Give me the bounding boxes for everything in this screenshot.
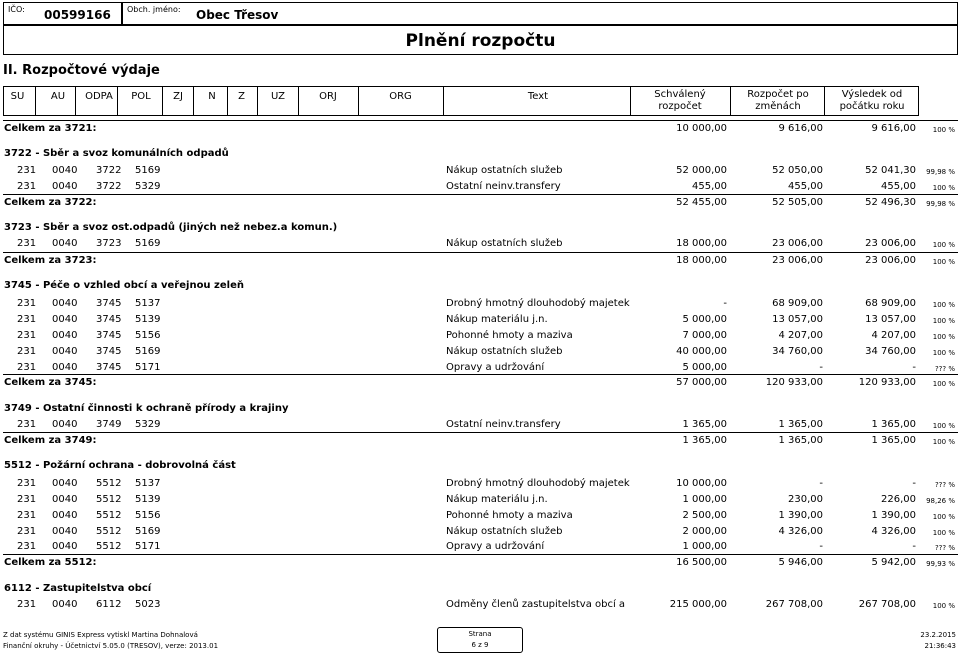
- cell-pol: 5169: [135, 346, 161, 357]
- cell-schvaleny: 2 000,00: [682, 526, 727, 537]
- cell-pol: 5023: [135, 599, 161, 610]
- cell-vysledek: 226,00: [881, 494, 916, 505]
- group-heading: 3723 - Sběr a svoz ost.odpadů (jiných než nebez.a komun.): [4, 222, 338, 233]
- cell-pol: 5171: [135, 541, 161, 552]
- column-separator: [193, 86, 194, 116]
- cell-vysledek: 5 942,00: [871, 557, 916, 568]
- cell-procento: 100 %: [932, 529, 955, 537]
- page-value: 6 z 9: [471, 641, 489, 649]
- column-header-rozpocet-line2: změnách: [755, 101, 801, 112]
- cell-pol: 5137: [135, 478, 161, 489]
- name-box: [122, 2, 958, 25]
- cell-schvaleny: 7 000,00: [682, 330, 727, 341]
- cell-odpa: 3745: [96, 346, 122, 357]
- total-label: Celkem za 5512:: [4, 557, 97, 568]
- cell-au: 0040: [52, 419, 78, 430]
- cell-pol: 5139: [135, 314, 161, 325]
- cell-vysledek: 1 365,00: [871, 435, 916, 446]
- cell-rozpocet: -: [819, 362, 823, 373]
- cell-rozpocet: 23 006,00: [772, 238, 823, 249]
- cell-vysledek: 23 006,00: [865, 238, 916, 249]
- cell-rozpocet: 1 390,00: [778, 510, 823, 521]
- cell-au: 0040: [52, 526, 78, 537]
- column-header-rozpocet-line1: Rozpočet po: [747, 89, 809, 100]
- cell-procento: 100 %: [932, 438, 955, 446]
- cell-rozpocet: 5 946,00: [778, 557, 823, 568]
- cell-pol: 5169: [135, 238, 161, 249]
- cell-rozpocet: -: [819, 478, 823, 489]
- cell-pol: 5169: [135, 526, 161, 537]
- cell-odpa: 5512: [96, 526, 122, 537]
- cell-vysledek: -: [912, 362, 916, 373]
- cell-procento: 100 %: [932, 241, 955, 249]
- name-label: Obch. jméno:: [127, 5, 181, 14]
- cell-text: Opravy a udržování: [446, 541, 545, 552]
- column-separator: [298, 86, 299, 116]
- cell-au: 0040: [52, 478, 78, 489]
- cell-pol: 5139: [135, 494, 161, 505]
- total-label: Celkem za 3721:: [4, 123, 97, 134]
- cell-vysledek: 455,00: [881, 181, 916, 192]
- cell-schvaleny: 10 000,00: [676, 123, 727, 134]
- column-header-vysledek-line1: Výsledek od: [841, 89, 903, 100]
- column-separator: [75, 86, 76, 116]
- cell-procento: 100 %: [932, 513, 955, 521]
- cell-schvaleny: 52 000,00: [676, 165, 727, 176]
- cell-odpa: 3745: [96, 314, 122, 325]
- column-header-schvaleny-line2: rozpočet: [658, 101, 702, 112]
- cell-vysledek: 34 760,00: [865, 346, 916, 357]
- column-separator: [358, 86, 359, 116]
- ico-label: IČO:: [8, 5, 25, 14]
- cell-vysledek: 52 496,30: [865, 197, 916, 208]
- cell-pol: 5171: [135, 362, 161, 373]
- cell-schvaleny: 2 500,00: [682, 510, 727, 521]
- total-separator: [3, 252, 958, 253]
- column-header-uz: UZ: [271, 91, 285, 102]
- column-header-text: Text: [527, 91, 549, 102]
- cell-su: 231: [17, 510, 37, 521]
- cell-odpa: 5512: [96, 494, 122, 505]
- column-separator: [117, 86, 118, 116]
- cell-schvaleny: 18 000,00: [676, 255, 727, 266]
- total-label: Celkem za 3722:: [4, 197, 97, 208]
- cell-su: 231: [17, 165, 37, 176]
- cell-text: Nákup ostatních služeb: [446, 526, 563, 537]
- cell-text: Ostatní neinv.transfery: [446, 419, 561, 430]
- ico-value: 00599166: [44, 8, 111, 22]
- cell-procento: 98,26 %: [926, 497, 955, 505]
- cell-su: 231: [17, 599, 37, 610]
- cell-procento: 100 %: [932, 380, 955, 388]
- column-separator: [918, 86, 919, 116]
- group-heading: 3722 - Sběr a svoz komunálních odpadů: [4, 148, 229, 159]
- cell-su: 231: [17, 541, 37, 552]
- cell-text: Nákup ostatních služeb: [446, 165, 563, 176]
- cell-vysledek: 52 041,30: [865, 165, 916, 176]
- group-heading: 3749 - Ostatní činnosti k ochraně přírody a krajiny: [4, 403, 289, 414]
- cell-vysledek: 9 616,00: [871, 123, 916, 134]
- cell-rozpocet: 52 505,00: [772, 197, 823, 208]
- cell-procento: 100 %: [932, 126, 955, 134]
- cell-text: Drobný hmotný dlouhodobý majetek: [446, 478, 630, 489]
- cell-rozpocet: 4 326,00: [778, 526, 823, 537]
- cell-su: 231: [17, 298, 37, 309]
- cell-vysledek: 23 006,00: [865, 255, 916, 266]
- cell-vysledek: 4 207,00: [871, 330, 916, 341]
- cell-su: 231: [17, 494, 37, 505]
- section-title: II. Rozpočtové výdaje: [3, 63, 160, 78]
- column-header-n: N: [208, 91, 216, 102]
- column-header-z: Z: [238, 91, 245, 102]
- cell-text: Drobný hmotný dlouhodobý majetek: [446, 298, 630, 309]
- group-heading: 5512 - Požární ochrana - dobrovolná část: [4, 460, 236, 471]
- column-separator: [824, 86, 825, 116]
- cell-vysledek: -: [912, 478, 916, 489]
- cell-text: Nákup materiálu j.n.: [446, 494, 548, 505]
- cell-text: Odměny členů zastupitelstva obcí a: [446, 599, 626, 610]
- cell-pol: 5329: [135, 181, 161, 192]
- column-header-vysledek-line2: počátku roku: [839, 101, 905, 112]
- cell-rozpocet: 4 207,00: [778, 330, 823, 341]
- cell-rozpocet: 68 909,00: [772, 298, 823, 309]
- column-header-zj: ZJ: [173, 91, 183, 102]
- footer-line2: Finanční okruhy - Účetnictví 5.05.0 (TRESOV), verze: 2013.01: [3, 642, 219, 650]
- cell-odpa: 3745: [96, 330, 122, 341]
- column-header-orj: ORJ: [319, 91, 337, 102]
- cell-au: 0040: [52, 314, 78, 325]
- cell-su: 231: [17, 346, 37, 357]
- page-number-box: [437, 627, 523, 653]
- cell-odpa: 3745: [96, 362, 122, 373]
- cell-su: 231: [17, 238, 37, 249]
- cell-schvaleny: 1 365,00: [682, 435, 727, 446]
- column-header-org: ORG: [389, 91, 412, 102]
- cell-vysledek: 267 708,00: [858, 599, 916, 610]
- cell-au: 0040: [52, 298, 78, 309]
- cell-procento: 100 %: [932, 184, 955, 192]
- total-separator: [3, 554, 958, 555]
- cell-vysledek: 68 909,00: [865, 298, 916, 309]
- cell-schvaleny: 1 000,00: [682, 494, 727, 505]
- cell-odpa: 3722: [96, 181, 122, 192]
- column-separator: [227, 86, 228, 116]
- cell-su: 231: [17, 419, 37, 430]
- cell-pol: 5156: [135, 330, 161, 341]
- cell-procento: ??? %: [934, 365, 955, 373]
- cell-pol: 5137: [135, 298, 161, 309]
- ico-box: [3, 2, 122, 25]
- column-separator: [443, 86, 444, 116]
- cell-schvaleny: 1 000,00: [682, 541, 727, 552]
- cell-schvaleny: 40 000,00: [676, 346, 727, 357]
- cell-au: 0040: [52, 238, 78, 249]
- column-header-schvaleny-line1: Schválený: [654, 89, 706, 100]
- column-separator: [630, 86, 631, 116]
- cell-rozpocet: 9 616,00: [778, 123, 823, 134]
- cell-procento: 100 %: [932, 258, 955, 266]
- cell-su: 231: [17, 362, 37, 373]
- total-separator: [3, 120, 958, 121]
- cell-schvaleny: 18 000,00: [676, 238, 727, 249]
- cell-rozpocet: 1 365,00: [778, 435, 823, 446]
- group-heading: 6112 - Zastupitelstva obcí: [4, 583, 152, 594]
- cell-text: Nákup materiálu j.n.: [446, 314, 548, 325]
- cell-schvaleny: 10 000,00: [676, 478, 727, 489]
- cell-vysledek: 13 057,00: [865, 314, 916, 325]
- cell-rozpocet: 455,00: [788, 181, 823, 192]
- cell-rozpocet: 34 760,00: [772, 346, 823, 357]
- total-separator: [3, 374, 958, 375]
- cell-rozpocet: 13 057,00: [772, 314, 823, 325]
- title-box: [3, 25, 958, 55]
- cell-odpa: 3749: [96, 419, 122, 430]
- column-separator: [730, 86, 731, 116]
- group-heading: 3745 - Péče o vzhled obcí a veřejnou zeleň: [4, 280, 244, 291]
- cell-procento: 100 %: [932, 349, 955, 357]
- cell-schvaleny: 5 000,00: [682, 362, 727, 373]
- page-title: Plnění rozpočtu: [405, 31, 556, 51]
- cell-odpa: 5512: [96, 541, 122, 552]
- cell-rozpocet: 1 365,00: [778, 419, 823, 430]
- cell-au: 0040: [52, 346, 78, 357]
- cell-pol: 5169: [135, 165, 161, 176]
- column-header-odpa: ODPA: [85, 91, 113, 102]
- cell-rozpocet: 230,00: [788, 494, 823, 505]
- cell-procento: 100 %: [932, 422, 955, 430]
- cell-au: 0040: [52, 510, 78, 521]
- column-separator: [35, 86, 36, 116]
- cell-rozpocet: 120 933,00: [765, 377, 823, 388]
- cell-su: 231: [17, 314, 37, 325]
- column-header-pol: POL: [131, 91, 151, 102]
- column-separator: [257, 86, 258, 116]
- footer-time: 21:36:43: [924, 642, 956, 650]
- column-header-su: SU: [10, 91, 25, 102]
- cell-text: Opravy a udržování: [446, 362, 545, 373]
- cell-schvaleny: 455,00: [692, 181, 727, 192]
- cell-text: Nákup ostatních služeb: [446, 346, 563, 357]
- total-label: Celkem za 3749:: [4, 435, 97, 446]
- cell-procento: 99,98 %: [926, 200, 955, 208]
- total-label: Celkem za 3745:: [4, 377, 97, 388]
- cell-vysledek: -: [912, 541, 916, 552]
- page-label: Strana: [468, 630, 492, 638]
- cell-au: 0040: [52, 494, 78, 505]
- cell-schvaleny: 5 000,00: [682, 314, 727, 325]
- cell-odpa: 3723: [96, 238, 122, 249]
- cell-rozpocet: -: [819, 541, 823, 552]
- cell-procento: 99,98 %: [926, 168, 955, 176]
- footer-date: 23.2.2015: [920, 631, 956, 639]
- cell-schvaleny: 57 000,00: [676, 377, 727, 388]
- cell-odpa: 5512: [96, 510, 122, 521]
- cell-au: 0040: [52, 541, 78, 552]
- cell-schvaleny: -: [723, 298, 727, 309]
- name-value: Obec Třesov: [196, 8, 279, 22]
- cell-vysledek: 120 933,00: [858, 377, 916, 388]
- cell-text: Pohonné hmoty a maziva: [446, 330, 573, 341]
- cell-rozpocet: 52 050,00: [772, 165, 823, 176]
- cell-procento: ??? %: [934, 481, 955, 489]
- cell-vysledek: 1 390,00: [871, 510, 916, 521]
- cell-pol: 5329: [135, 419, 161, 430]
- cell-vysledek: 4 326,00: [871, 526, 916, 537]
- cell-au: 0040: [52, 165, 78, 176]
- cell-su: 231: [17, 181, 37, 192]
- cell-schvaleny: 1 365,00: [682, 419, 727, 430]
- total-separator: [3, 432, 958, 433]
- cell-text: Ostatní neinv.transfery: [446, 181, 561, 192]
- cell-procento: 100 %: [932, 602, 955, 610]
- column-separator: [162, 86, 163, 116]
- cell-schvaleny: 215 000,00: [669, 599, 727, 610]
- cell-procento: 100 %: [932, 301, 955, 309]
- cell-vysledek: 1 365,00: [871, 419, 916, 430]
- cell-schvaleny: 16 500,00: [676, 557, 727, 568]
- cell-odpa: 3722: [96, 165, 122, 176]
- cell-text: Nákup ostatních služeb: [446, 238, 563, 249]
- cell-rozpocet: 23 006,00: [772, 255, 823, 266]
- cell-rozpocet: 267 708,00: [765, 599, 823, 610]
- cell-au: 0040: [52, 362, 78, 373]
- cell-schvaleny: 52 455,00: [676, 197, 727, 208]
- column-header-au: AU: [50, 91, 66, 102]
- cell-procento: 100 %: [932, 317, 955, 325]
- cell-au: 0040: [52, 599, 78, 610]
- cell-odpa: 3745: [96, 298, 122, 309]
- cell-su: 231: [17, 526, 37, 537]
- cell-au: 0040: [52, 181, 78, 192]
- cell-odpa: 5512: [96, 478, 122, 489]
- cell-au: 0040: [52, 330, 78, 341]
- cell-procento: 99,93 %: [926, 560, 955, 568]
- cell-odpa: 6112: [96, 599, 122, 610]
- cell-text: Pohonné hmoty a maziva: [446, 510, 573, 521]
- cell-procento: 100 %: [932, 333, 955, 341]
- cell-pol: 5156: [135, 510, 161, 521]
- cell-su: 231: [17, 330, 37, 341]
- total-separator: [3, 194, 958, 195]
- footer-line1: Z dat systému GINIS Express vytiskl Martina Dohnalová: [3, 631, 198, 639]
- cell-su: 231: [17, 478, 37, 489]
- cell-procento: ??? %: [934, 544, 955, 552]
- total-label: Celkem za 3723:: [4, 255, 97, 266]
